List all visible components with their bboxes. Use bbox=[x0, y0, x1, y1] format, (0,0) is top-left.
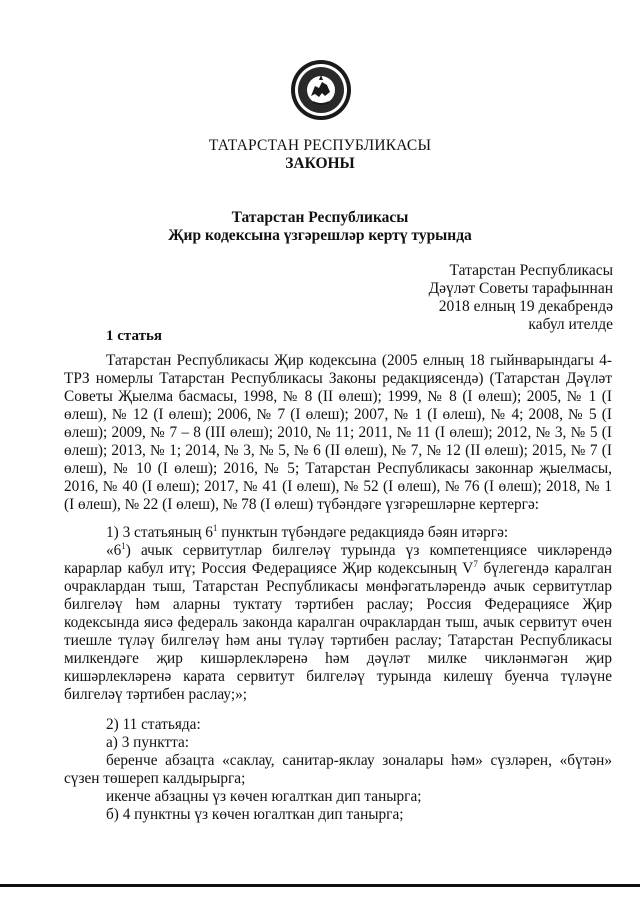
adoption-line-1: Татарстан Республикасы bbox=[449, 262, 613, 279]
quote-text-middle: ) ачык сервитутлар билгеләү турында үз компетенциясе чикләрендә карарлар кабул итү; Россия Федерациясе Җир кодексының V bbox=[64, 542, 612, 577]
scan-edge-line bbox=[0, 884, 640, 887]
paragraph-item-2a-text: беренче абзацта «саклау, санитар-яклау зоналары һәм» сүзләрен, «бүтән» сүзен төшереп калдырырга; bbox=[64, 752, 612, 787]
adoption-line-2: Дәүләт Советы тарафыннан bbox=[428, 280, 613, 297]
coat-of-arms-emblem bbox=[289, 58, 353, 122]
adoption-line-3: 2018 елның 19 декабрендә bbox=[438, 298, 613, 315]
paragraph-item-2b: б) 4 пунктны үз көчен югалткан дип танырга; bbox=[106, 806, 404, 823]
article-heading: 1 статья bbox=[106, 328, 162, 344]
document-body bbox=[64, 352, 612, 824]
paragraph-item-2a: а) 3 пунктта: bbox=[106, 734, 190, 751]
paragraph-intro: Татарстан Республикасы Җир кодексына (2005 елның 18 гыйнварындагы 4-ТРЗ номерлы Татарстан Республикасы Законы редакциясендә) (Татарстан Дәүләт Советы Җыелма басмасы, 1998, № 8 (II өлеш); 1999, № 8 (I өлеш); 2005, № 1 (I өлеш), № 12 (I өлеш); 2006, № 7 (I өлеш); 2007, № 1 (I өлеш), № 4; 2008, № 5 (I өлеш); 2009, № 7 – 8 (III өлеш); 2010, № 11; 2011, № 11 (I өлеш); 2012, № 3, № 5 (I өлеш); 2013, № 1; 2014, № 3, № 5, № 6 (II өлеш), № 7, № 12 (II өлеш); 2015, № 7 (I өлеш), № 10 (I өлеш); 2016, № 5; Татарстан Республикасы законнар җыелмасы, 2016, № 40 (I өлеш); 2017, № 41 (I өлеш), № 52 (I өлеш), № 76 (I өлеш); 2018, № 1 (I өлеш), № 22 (I өлеш), № 78 (I өлеш) түбәндәге үзгәрешләрне кертергә: bbox=[64, 352, 612, 513]
paragraph-quote bbox=[64, 542, 612, 704]
paragraph-item-2: 2) 11 статьяда: bbox=[106, 716, 201, 733]
title-line-1: Татарстан Республикасы bbox=[231, 209, 409, 226]
header-law: ЗАКОНЫ bbox=[285, 155, 355, 172]
item-1-superscript: 1 bbox=[212, 523, 218, 533]
quote-text-end: бүлегендә каралган очраклардан тыш, Татарстан Республикасы мөнфәгатьләрендә ачык сервитутлар билгеләү һәм аларны туктату тәртибен раслау; Россия Федерациясе Җир кодексында яисә федераль законда каралган очраклардан тыш, ачык сервитут өчен тиешле түләү билгеләү һәм аны түләү тәртибен раслау; Татарстан Республикасы милкендәге җир кишәрлекләренә һәм дәүләт милке чикләнмәгән җир кишәрлекләренә карата сервитут билгеләү турында килешү буенча түләүне билгеләү тәртибен раслау;»; bbox=[64, 560, 612, 703]
quote-superscript-2: 7 bbox=[473, 559, 478, 569]
quote-superscript-1: 1 bbox=[121, 541, 126, 551]
paragraph-item-2a-text-2: икенче абзацны үз көчен югалткан дип танырга; bbox=[106, 788, 422, 805]
paragraph-item-1 bbox=[64, 524, 612, 542]
adoption-note bbox=[429, 262, 613, 334]
quote-text-start: «6 bbox=[106, 542, 122, 559]
title-line-2: Җир кодексына үзгәрешләр кертү турында bbox=[168, 227, 472, 244]
header-republic: ТАТАРСТАН РЕСПУБЛИКАСЫ bbox=[208, 137, 432, 154]
item-1-text: 1) 3 статьяның 6 bbox=[106, 524, 213, 541]
adoption-line-4: кабул ителде bbox=[528, 316, 613, 333]
item-1-text-end: пунктын түбәндәге редакциядә бәян итәргә: bbox=[217, 524, 509, 541]
